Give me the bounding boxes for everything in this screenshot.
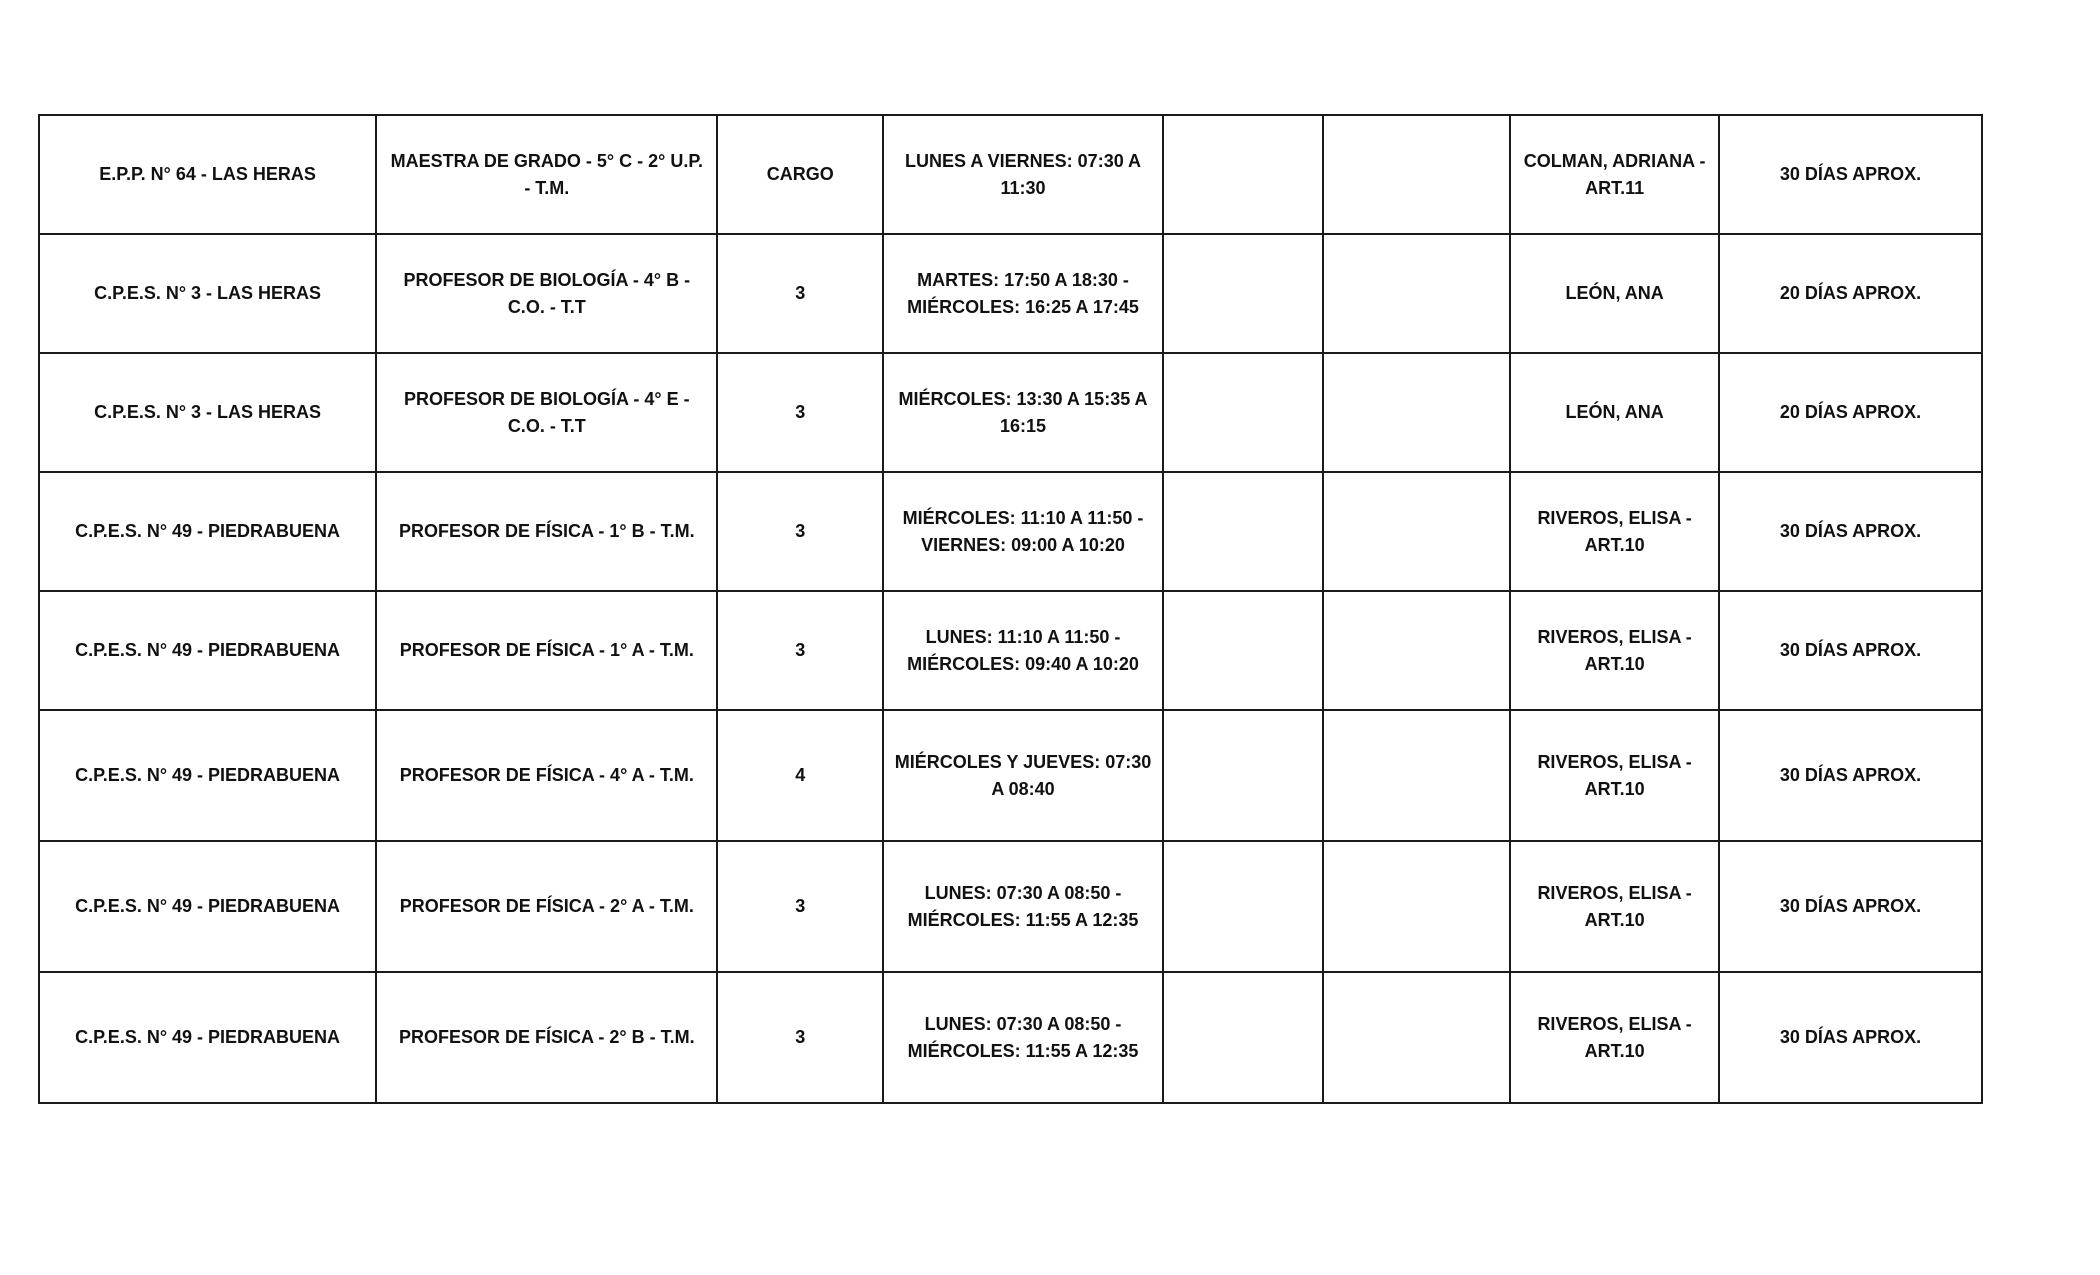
table-row	[39, 841, 1982, 972]
empty-cell	[1163, 115, 1323, 234]
position-cell: PROFESOR DE FÍSICA - 2° B - T.M.	[376, 972, 717, 1103]
duration-cell: 20 DÍAS APROX.	[1719, 353, 1982, 472]
holder-cell: RIVEROS, ELISA - ART.10	[1510, 591, 1719, 710]
position-cell: PROFESOR DE FÍSICA - 2° A - T.M.	[376, 841, 717, 972]
empty-cell	[1163, 972, 1323, 1103]
schedule-cell: MIÉRCOLES: 11:10 A 11:50 - VIERNES: 09:00 A 10:20	[883, 472, 1163, 591]
empty-cell	[1163, 591, 1323, 710]
empty-cell	[1323, 591, 1511, 710]
table-row	[39, 710, 1982, 841]
position-cell: MAESTRA DE GRADO - 5° C - 2° U.P. - T.M.	[376, 115, 717, 234]
position-cell: PROFESOR DE FÍSICA - 1° A - T.M.	[376, 591, 717, 710]
schedule-cell: MARTES: 17:50 A 18:30 - MIÉRCOLES: 16:25 A 17:45	[883, 234, 1163, 353]
holder-cell: COLMAN, ADRIANA - ART.11	[1510, 115, 1719, 234]
table-row	[39, 591, 1982, 710]
duration-cell: 20 DÍAS APROX.	[1719, 234, 1982, 353]
school-cell: C.P.E.S. N° 49 - PIEDRABUENA	[39, 591, 376, 710]
hours-cell: 3	[717, 841, 883, 972]
empty-cell	[1323, 234, 1511, 353]
duration-cell: 30 DÍAS APROX.	[1719, 472, 1982, 591]
duration-cell: 30 DÍAS APROX.	[1719, 591, 1982, 710]
empty-cell	[1323, 115, 1511, 234]
table-row	[39, 234, 1982, 353]
duration-cell: 30 DÍAS APROX.	[1719, 115, 1982, 234]
schedule-cell: LUNES A VIERNES: 07:30 A 11:30	[883, 115, 1163, 234]
hours-cell: 3	[717, 353, 883, 472]
empty-cell	[1323, 472, 1511, 591]
table-row	[39, 353, 1982, 472]
schedule-cell: MIÉRCOLES Y JUEVES: 07:30 A 08:40	[883, 710, 1163, 841]
hours-cell: CARGO	[717, 115, 883, 234]
duration-cell: 30 DÍAS APROX.	[1719, 972, 1982, 1103]
school-cell: C.P.E.S. N° 49 - PIEDRABUENA	[39, 972, 376, 1103]
school-cell: C.P.E.S. N° 49 - PIEDRABUENA	[39, 710, 376, 841]
hours-cell: 4	[717, 710, 883, 841]
schedule-cell: LUNES: 11:10 A 11:50 - MIÉRCOLES: 09:40 A 10:20	[883, 591, 1163, 710]
school-cell: C.P.E.S. N° 3 - LAS HERAS	[39, 353, 376, 472]
empty-cell	[1163, 710, 1323, 841]
school-cell: E.P.P. N° 64 - LAS HERAS	[39, 115, 376, 234]
empty-cell	[1323, 972, 1511, 1103]
empty-cell	[1163, 234, 1323, 353]
position-cell: PROFESOR DE FÍSICA - 4° A - T.M.	[376, 710, 717, 841]
holder-cell: RIVEROS, ELISA - ART.10	[1510, 841, 1719, 972]
holder-cell: LEÓN, ANA	[1510, 353, 1719, 472]
position-cell: PROFESOR DE BIOLOGÍA - 4° B - C.O. - T.T	[376, 234, 717, 353]
hours-cell: 3	[717, 234, 883, 353]
school-cell: C.P.E.S. N° 3 - LAS HERAS	[39, 234, 376, 353]
empty-cell	[1163, 353, 1323, 472]
school-cell: C.P.E.S. N° 49 - PIEDRABUENA	[39, 841, 376, 972]
empty-cell	[1163, 841, 1323, 972]
duration-cell: 30 DÍAS APROX.	[1719, 710, 1982, 841]
hours-cell: 3	[717, 591, 883, 710]
schedule-cell: LUNES: 07:30 A 08:50 - MIÉRCOLES: 11:55 A 12:35	[883, 972, 1163, 1103]
schedule-cell: MIÉRCOLES: 13:30 A 15:35 A 16:15	[883, 353, 1163, 472]
table-row	[39, 972, 1982, 1103]
holder-cell: RIVEROS, ELISA - ART.10	[1510, 472, 1719, 591]
position-cell: PROFESOR DE BIOLOGÍA - 4° E - C.O. - T.T	[376, 353, 717, 472]
school-cell: C.P.E.S. N° 49 - PIEDRABUENA	[39, 472, 376, 591]
hours-cell: 3	[717, 472, 883, 591]
duration-cell: 30 DÍAS APROX.	[1719, 841, 1982, 972]
empty-cell	[1323, 353, 1511, 472]
empty-cell	[1323, 841, 1511, 972]
table-row	[39, 472, 1982, 591]
empty-cell	[1163, 472, 1323, 591]
holder-cell: RIVEROS, ELISA - ART.10	[1510, 710, 1719, 841]
holder-cell: LEÓN, ANA	[1510, 234, 1719, 353]
hours-cell: 3	[717, 972, 883, 1103]
empty-cell	[1323, 710, 1511, 841]
table-row	[39, 115, 1982, 234]
schedule-cell: LUNES: 07:30 A 08:50 - MIÉRCOLES: 11:55 A 12:35	[883, 841, 1163, 972]
vacancies-table	[38, 114, 1983, 1104]
holder-cell: RIVEROS, ELISA - ART.10	[1510, 972, 1719, 1103]
position-cell: PROFESOR DE FÍSICA - 1° B - T.M.	[376, 472, 717, 591]
